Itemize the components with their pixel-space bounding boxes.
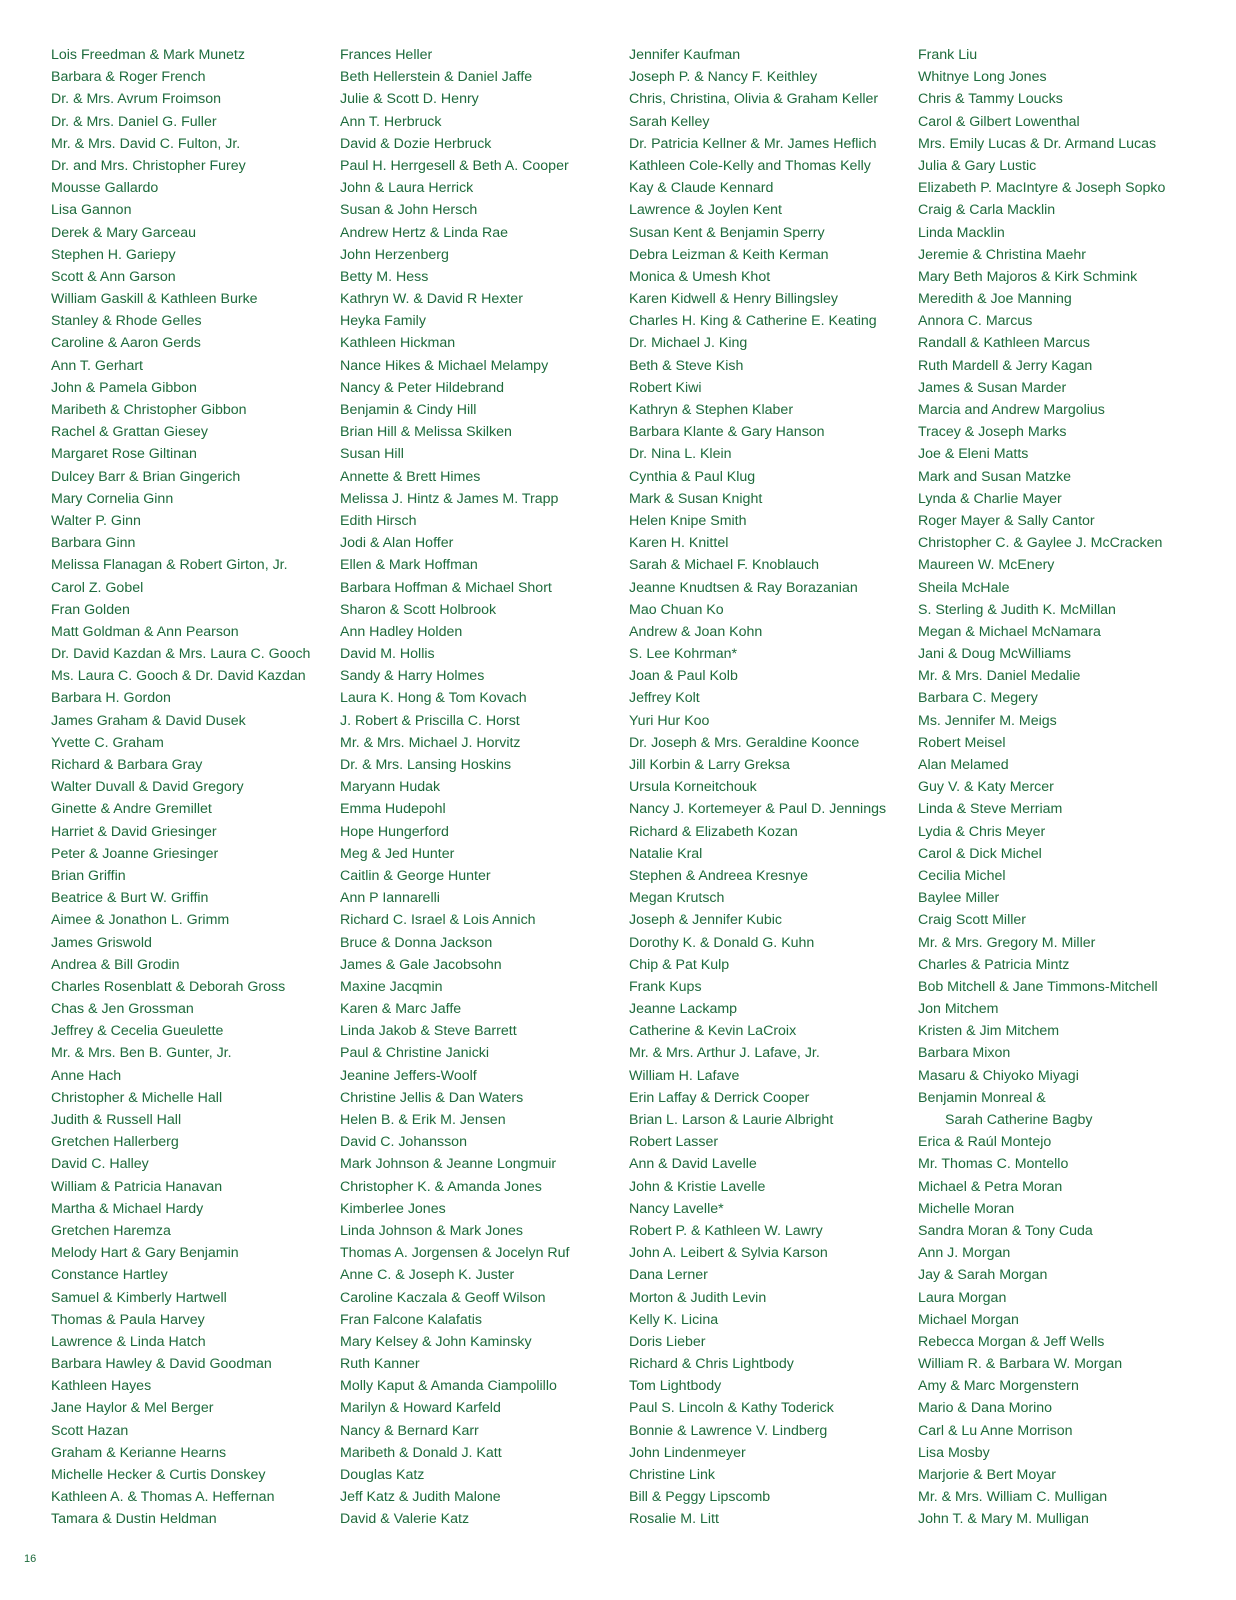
donor-name: Sarah Catherine Bagby: [945, 1112, 1093, 1128]
donor-name: Sarah & Michael F. Knoblauch: [629, 557, 820, 574]
donor-name: Kathleen Hayes: [51, 1378, 152, 1395]
donor-name: Kathryn & Stephen Klaber: [629, 402, 794, 418]
donor-name: Kathleen Cole-Kelly and Thomas Kelly: [629, 157, 871, 174]
donor-name: Robert Meisel: [918, 734, 1006, 751]
donor-name: Linda & Steve Merriam: [918, 801, 1063, 818]
donor-name: Doris Lieber: [629, 1333, 706, 1350]
donor-name: Ann T. Gerhart: [51, 357, 144, 374]
donor-name: Guy V. & Katy Mercer: [918, 779, 1054, 796]
donor-name: Robert P. & Kathleen W. Lawry: [629, 1222, 823, 1239]
donor-name: Jeanne Knudtsen & Ray Borazanian: [629, 579, 858, 596]
donor-name: Lynda & Charlie Mayer: [918, 490, 1062, 507]
donor-name: Craig & Carla Macklin: [918, 202, 1056, 219]
donor-name: Barbara Hawley & David Goodman: [51, 1356, 272, 1373]
donor-name: Jeanne Lackamp: [629, 1001, 738, 1018]
donor-name: Andrew Hertz & Linda Rae: [340, 224, 508, 241]
donor-name: John & Laura Herrick: [340, 180, 474, 197]
donor-name: Ursula Korneitchouk: [629, 779, 757, 796]
donor-name: Monica & Umesh Khot: [629, 268, 771, 285]
donor-name: Jodi & Alan Hoffer: [340, 535, 454, 552]
donor-name: Samuel & Kimberly Hartwell: [51, 1289, 227, 1306]
donor-name: Anne C. & Joseph K. Juster: [340, 1267, 515, 1284]
donor-name: Mr. & Mrs. Ben B. Gunter, Jr.: [51, 1045, 232, 1062]
donor-name: Mrs. Emily Lucas & Dr. Armand Lucas: [918, 135, 1157, 152]
donor-name: Brian L. Larson & Laurie Albright: [629, 1112, 834, 1128]
donor-name: Helen Knipe Smith: [629, 512, 747, 529]
donor-name: Benjamin & Cindy Hill: [340, 402, 477, 418]
donor-name: Gretchen Hallerberg: [51, 1134, 179, 1151]
donor-name: David M. Hollis: [340, 646, 435, 663]
donor-name: Frank Liu: [918, 47, 978, 63]
donor-name: Mao Chuan Ko: [629, 601, 724, 618]
donor-name: Maribeth & Christopher Gibbon: [51, 402, 247, 418]
donor-name: Graham & Kerianne Hearns: [51, 1444, 227, 1461]
donor-name: Anne Hach: [51, 1067, 122, 1084]
donor-name: Charles & Patricia Mintz: [918, 956, 1070, 973]
donor-name: William H. Lafave: [629, 1067, 740, 1084]
donor-name: Ann J. Morgan: [918, 1245, 1011, 1262]
donor-name: Ruth Kanner: [340, 1356, 420, 1373]
donor-name: Tamara & Dustin Heldman: [51, 1511, 217, 1528]
donor-name: Richard & Barbara Gray: [51, 757, 203, 773]
donor-name: Morton & Judith Levin: [629, 1289, 767, 1306]
donor-name: Ann P Iannarelli: [340, 890, 440, 907]
donor-name: Sheila McHale: [918, 579, 1010, 596]
donor-name: Richard & Chris Lightbody: [629, 1356, 794, 1373]
donor-name: Caroline & Aaron Gerds: [51, 335, 201, 352]
donor-name: Ruth Mardell & Jerry Kagan: [918, 357, 1093, 374]
donor-name: Jeffrey & Cecelia Gueulette: [51, 1023, 224, 1040]
donor-name: Barbara Mixon: [918, 1045, 1011, 1062]
donor-name: Dorothy K. & Donald G. Kuhn: [629, 934, 815, 951]
donor-name: Emma Hudepohl: [340, 801, 446, 818]
donor-name: Julia & Gary Lustic: [918, 157, 1037, 174]
donor-name: Marcia and Andrew Margolius: [918, 402, 1105, 418]
donor-name: John & Pamela Gibbon: [51, 379, 197, 396]
donor-name: Lisa Mosby: [918, 1444, 990, 1461]
donor-name: S. Lee Kohrman*: [629, 646, 738, 663]
donor-name: Mark & Susan Knight: [629, 490, 763, 507]
donor-name: Jeffrey Kolt: [629, 690, 700, 707]
donor-name: Rosalie M. Litt: [629, 1511, 719, 1528]
donor-name: Bob Mitchell & Jane Timmons-Mitchell: [918, 978, 1158, 995]
donor-name: Christopher C. & Gaylee J. McCracken: [918, 535, 1163, 552]
donor-name: Mary Kelsey & John Kaminsky: [340, 1333, 532, 1350]
donor-name: Barbara Ginn: [51, 535, 136, 552]
donor-name: Craig Scott Miller: [918, 912, 1027, 929]
donor-name: John & Kristie Lavelle: [629, 1178, 766, 1195]
donor-name: Jennifer Kaufman: [629, 47, 741, 63]
donor-name: Jeff Katz & Judith Malone: [340, 1489, 501, 1506]
donor-name: Mr. & Mrs. David C. Fulton, Jr.: [51, 135, 241, 152]
donor-name: Christine Jellis & Dan Waters: [340, 1089, 524, 1106]
donor-name: Caroline Kaczala & Geoff Wilson: [340, 1289, 546, 1306]
donor-name: Mary Cornelia Ginn: [51, 490, 174, 507]
donor-name: Joan & Paul Kolb: [629, 668, 738, 685]
donor-name: Christopher K. & Amanda Jones: [340, 1178, 542, 1195]
donor-name: Heyka Family: [340, 313, 426, 330]
donor-name: Nancy J. Kortemeyer & Paul D. Jennings: [629, 801, 887, 818]
donor-name: Paul & Christine Janicki: [340, 1045, 490, 1062]
donor-name: Yvette C. Graham: [51, 734, 164, 751]
donor-name: Beth Hellerstein & Daniel Jaffe: [340, 69, 533, 86]
donor-name: David & Dozie Herbruck: [340, 135, 492, 152]
donor-name: J. Robert & Priscilla C. Horst: [340, 712, 520, 729]
donor-name: Marilyn & Howard Karfeld: [340, 1400, 501, 1417]
donor-name: William R. & Barbara W. Morgan: [918, 1356, 1123, 1373]
donor-name: Fran Golden: [51, 601, 130, 618]
donor-name: Joe & Eleni Matts: [918, 446, 1029, 463]
donor-name: Yuri Hur Koo: [629, 712, 710, 729]
donor-name: Meredith & Joe Manning: [918, 291, 1072, 308]
donor-name: Helen B. & Erik M. Jensen: [340, 1112, 506, 1128]
donor-name: Erica & Raúl Montejo: [918, 1134, 1052, 1151]
donor-name: Jill Korbin & Larry Greksa: [629, 757, 790, 773]
donor-name: Kay & Claude Kennard: [629, 180, 774, 197]
donor-name: Dr. Patricia Kellner & Mr. James Heflich: [629, 135, 877, 152]
donor-name: Melissa J. Hintz & James M. Trapp: [340, 490, 559, 507]
donor-name: Cecilia Michel: [918, 867, 1006, 884]
donor-name: Walter Duvall & David Gregory: [51, 779, 244, 796]
donor-name: Rachel & Grattan Giesey: [51, 424, 208, 441]
donor-name: William & Patricia Hanavan: [51, 1178, 223, 1195]
donor-name: James Graham & David Dusek: [51, 712, 246, 729]
donor-name: Barbara & Roger French: [51, 69, 206, 86]
donor-name: Nancy & Bernard Karr: [340, 1422, 479, 1439]
donor-name: Nance Hikes & Michael Melampy: [340, 357, 549, 374]
donor-name: Lydia & Chris Meyer: [918, 823, 1046, 840]
donor-name: Mark and Susan Matzke: [918, 468, 1071, 485]
donor-name: Robert Lasser: [629, 1134, 719, 1151]
donor-name: Mr. Thomas C. Montello: [918, 1156, 1069, 1173]
donor-name: John Lindenmeyer: [629, 1444, 746, 1461]
donor-name: Scott & Ann Garson: [51, 268, 176, 285]
donor-column-1: [51, 44, 326, 1531]
donor-name: Carol & Gilbert Lowenthal: [918, 113, 1080, 130]
donor-name: Ellen & Mark Hoffman: [340, 557, 478, 574]
donor-name: Robert Kiwi: [629, 379, 702, 396]
donor-name: Kristen & Jim Mitchem: [918, 1023, 1060, 1040]
donor-name: Ann Hadley Holden: [340, 623, 463, 640]
donor-name: Richard C. Israel & Lois Annich: [340, 912, 536, 929]
donor-name: Dr. Joseph & Mrs. Geraldine Koonce: [629, 734, 860, 751]
donor-name: Maureen W. McEnery: [918, 557, 1055, 574]
donor-name: Mario & Dana Morino: [918, 1400, 1053, 1417]
donor-name: Jon Mitchem: [918, 1001, 999, 1018]
donor-name: Megan Krutsch: [629, 890, 725, 907]
donor-name: Dr. Michael J. King: [629, 335, 748, 352]
donor-name: Mr. & Mrs. Michael J. Horvitz: [340, 734, 521, 751]
donor-name: David C. Halley: [51, 1156, 149, 1173]
donor-name: Betty M. Hess: [340, 268, 429, 285]
donor-name: Thomas A. Jorgensen & Jocelyn Ruf: [340, 1245, 570, 1262]
donor-name: Constance Hartley: [51, 1267, 168, 1284]
donor-name: Jani & Doug McWilliams: [918, 646, 1071, 663]
donor-name: Erin Laffay & Derrick Cooper: [629, 1089, 810, 1106]
donor-name: Karen H. Knittel: [629, 535, 729, 552]
donor-name: John A. Leibert & Sylvia Karson: [629, 1245, 828, 1262]
donor-name: James Griswold: [51, 934, 152, 951]
donor-name: Laura K. Hong & Tom Kovach: [340, 690, 527, 707]
donor-name: Randall & Kathleen Marcus: [918, 335, 1090, 352]
donor-name: Bonnie & Lawrence V. Lindberg: [629, 1422, 828, 1439]
donor-name: Laura Morgan: [918, 1289, 1007, 1306]
donor-name: Nancy & Peter Hildebrand: [340, 379, 505, 396]
donor-name: Jane Haylor & Mel Berger: [51, 1400, 214, 1417]
donor-name: Lawrence & Linda Hatch: [51, 1333, 206, 1350]
donor-name: Lois Freedman & Mark Munetz: [51, 47, 245, 63]
donor-name: Barbara H. Gordon: [51, 690, 171, 707]
donor-name: Dr. Nina L. Klein: [629, 446, 732, 463]
donor-name: Michael Morgan: [918, 1311, 1019, 1328]
donor-name: S. Sterling & Judith K. McMillan: [918, 601, 1116, 618]
donor-name: Fran Falcone Kalafatis: [340, 1311, 482, 1328]
donor-name: Hope Hungerford: [340, 823, 449, 840]
donor-name: Frank Kups: [629, 978, 702, 995]
donor-name: Frances Heller: [340, 47, 433, 63]
donor-name: Dr. & Mrs. Avrum Froimson: [51, 91, 222, 108]
donor-name: Joseph & Jennifer Kubic: [629, 912, 783, 929]
donor-name: Mary Beth Majoros & Kirk Schmink: [918, 268, 1138, 285]
donor-name: Caitlin & George Hunter: [340, 867, 491, 884]
donor-name: Mousse Gallardo: [51, 180, 159, 197]
donor-name: Richard & Elizabeth Kozan: [629, 823, 798, 840]
donor-name: William Gaskill & Kathleen Burke: [51, 291, 258, 308]
donor-name: Benjamin Monreal &: [918, 1089, 1046, 1106]
donor-name: John T. & Mary M. Mulligan: [918, 1511, 1089, 1528]
donor-name: Dr. and Mrs. Christopher Furey: [51, 157, 246, 174]
donor-name: Chas & Jen Grossman: [51, 1001, 194, 1018]
donor-name: Mr. & Mrs. Gregory M. Miller: [918, 934, 1096, 951]
donor-name: Elizabeth P. MacIntyre & Joseph Sopko: [918, 180, 1166, 197]
donor-name: Dr. David Kazdan & Mrs. Laura C. Gooch: [51, 646, 311, 663]
donor-name: Amy & Marc Morgenstern: [918, 1378, 1079, 1395]
donor-name: Martha & Michael Hardy: [51, 1200, 204, 1217]
donor-name: Harriet & David Griesinger: [51, 823, 217, 840]
donor-name: Edith Hirsch: [340, 512, 417, 529]
donor-name: Michelle Moran: [918, 1200, 1015, 1217]
donor-name: Julie & Scott D. Henry: [340, 91, 479, 108]
donor-name: Charles H. King & Catherine E. Keating: [629, 313, 877, 330]
donor-name: Ms. Jennifer M. Meigs: [918, 712, 1057, 729]
donor-name: Cynthia & Paul Klug: [629, 468, 756, 485]
donor-name: Melody Hart & Gary Benjamin: [51, 1245, 239, 1262]
donor-name: Nancy Lavelle*: [629, 1200, 724, 1217]
donor-name: Brian Hill & Melissa Skilken: [340, 424, 512, 441]
donor-name: Beatrice & Burt W. Griffin: [51, 890, 209, 907]
donor-name: Whitnye Long Jones: [918, 69, 1047, 86]
donor-name: Ann & David Lavelle: [629, 1156, 757, 1173]
donor-column-3: [629, 44, 904, 1531]
donor-name: James & Gale Jacobsohn: [340, 956, 502, 973]
donor-name: Chris & Tammy Loucks: [918, 91, 1063, 108]
donor-name: Walter P. Ginn: [51, 512, 141, 529]
donor-name: Barbara Klante & Gary Hanson: [629, 424, 825, 441]
donor-name: Annora C. Marcus: [918, 313, 1033, 330]
donor-name: Jay & Sarah Morgan: [918, 1267, 1048, 1284]
donor-name: Sandy & Harry Holmes: [340, 668, 485, 685]
donor-name: Beth & Steve Kish: [629, 357, 744, 374]
donor-name: Bill & Peggy Lipscomb: [629, 1489, 771, 1506]
donor-name: Mark Johnson & Jeanne Longmuir: [340, 1156, 557, 1173]
donor-name: Jeanine Jeffers-Woolf: [340, 1067, 477, 1084]
donor-name: Christopher & Michelle Hall: [51, 1089, 223, 1106]
donor-name: David & Valerie Katz: [340, 1511, 470, 1528]
donor-name: Annette & Brett Himes: [340, 468, 481, 485]
donor-name: Andrea & Bill Grodin: [51, 956, 180, 973]
donor-name: Thomas & Paula Harvey: [51, 1311, 205, 1328]
donor-name: Debra Leizman & Keith Kerman: [629, 246, 829, 263]
donor-name: Andrew & Joan Kohn: [629, 623, 763, 640]
donor-name: Karen & Marc Jaffe: [340, 1001, 462, 1018]
donor-name: Catherine & Kevin LaCroix: [629, 1023, 797, 1040]
donor-name: Lawrence & Joylen Kent: [629, 202, 783, 219]
donor-name: Bruce & Donna Jackson: [340, 934, 493, 951]
donor-name: Marjorie & Bert Moyar: [918, 1467, 1056, 1483]
donor-name: Scott Hazan: [51, 1422, 129, 1439]
donor-name: Dr. & Mrs. Daniel G. Fuller: [51, 113, 217, 130]
donor-name: Barbara Hoffman & Michael Short: [340, 579, 552, 596]
donor-name: Charles Rosenblatt & Deborah Gross: [51, 978, 286, 995]
donor-name: Brian Griffin: [51, 867, 126, 884]
donor-name: Peter & Joanne Griesinger: [51, 845, 219, 862]
donor-name: Maryann Hudak: [340, 779, 441, 796]
donor-name: Stephen & Andreea Kresnye: [629, 867, 809, 884]
donor-name: Kathleen A. & Thomas A. Heffernan: [51, 1489, 275, 1506]
donor-name: Linda Macklin: [918, 224, 1005, 241]
donor-name: Sarah Kelley: [629, 113, 710, 130]
donor-name: Carl & Lu Anne Morrison: [918, 1422, 1073, 1439]
donor-name: Barbara C. Megery: [918, 690, 1038, 707]
donor-name: Dr. & Mrs. Lansing Hoskins: [340, 757, 512, 773]
donor-name: James & Susan Marder: [918, 379, 1067, 396]
donor-name: Margaret Rose Giltinan: [51, 446, 197, 463]
donor-name: Sandra Moran & Tony Cuda: [918, 1222, 1093, 1239]
donor-name: Susan & John Hersch: [340, 202, 478, 219]
donor-name: Ann T. Herbruck: [340, 113, 442, 130]
donor-name: Kathryn W. & David R Hexter: [340, 291, 523, 308]
donor-name: Michael & Petra Moran: [918, 1178, 1063, 1195]
donor-name: Mr. & Mrs. William C. Mulligan: [918, 1489, 1108, 1506]
donor-name: Linda Jakob & Steve Barrett: [340, 1023, 517, 1040]
donor-name: Natalie Kral: [629, 845, 703, 862]
donor-name: Meg & Jed Hunter: [340, 845, 455, 862]
donor-name: Sharon & Scott Holbrook: [340, 601, 497, 618]
donor-name: Matt Goldman & Ann Pearson: [51, 623, 239, 640]
donor-name: Kimberlee Jones: [340, 1200, 446, 1217]
donor-name: Baylee Miller: [918, 890, 1000, 907]
donor-name: Dana Lerner: [629, 1267, 708, 1284]
donor-name: Paul H. Herrgesell & Beth A. Cooper: [340, 157, 569, 174]
donor-name: Gretchen Haremza: [51, 1222, 171, 1239]
donor-name: Roger Mayer & Sally Cantor: [918, 512, 1095, 529]
donor-name: Tom Lightbody: [629, 1378, 722, 1395]
donor-name: Douglas Katz: [340, 1467, 425, 1483]
donor-name: Maxine Jacqmin: [340, 978, 443, 995]
donor-name: Susan Kent & Benjamin Sperry: [629, 224, 825, 241]
donor-name: Carol Z. Gobel: [51, 579, 144, 596]
donor-name: Lisa Gannon: [51, 202, 132, 219]
donor-name: Megan & Michael McNamara: [918, 623, 1101, 640]
donor-name: Tracey & Joseph Marks: [918, 424, 1067, 441]
donor-name: Ms. Laura C. Gooch & Dr. David Kazdan: [51, 668, 306, 685]
donor-name: Molly Kaput & Amanda Ciampolillo: [340, 1378, 557, 1395]
donor-name: Kathleen Hickman: [340, 335, 456, 352]
donor-name: Mr. & Mrs. Daniel Medalie: [918, 668, 1081, 685]
donor-name: Masaru & Chiyoko Miyagi: [918, 1067, 1079, 1084]
donor-name: Ginette & Andre Gremillet: [51, 801, 212, 818]
donor-name: Aimee & Jonathon L. Grimm: [51, 912, 230, 929]
donor-name: Susan Hill: [340, 446, 404, 463]
page-number: 16: [24, 1553, 37, 1565]
donor-name: Melissa Flanagan & Robert Girton, Jr.: [51, 557, 288, 574]
donor-name: Chip & Pat Kulp: [629, 956, 730, 973]
donor-name: Dulcey Barr & Brian Gingerich: [51, 468, 241, 485]
donor-name: Michelle Hecker & Curtis Donskey: [51, 1467, 266, 1483]
donor-name: Joseph P. & Nancy F. Keithley: [629, 69, 818, 86]
donor-name: Judith & Russell Hall: [51, 1112, 182, 1128]
donor-name: Jeremie & Christina Maehr: [918, 246, 1086, 263]
donor-column-4: [918, 44, 1193, 1531]
donor-name: Stephen H. Gariepy: [51, 246, 176, 263]
donor-name: Stanley & Rhode Gelles: [51, 313, 202, 330]
donor-name: Karen Kidwell & Henry Billingsley: [629, 291, 838, 308]
donor-name: Carol & Dick Michel: [918, 845, 1042, 862]
donor-name: Alan Melamed: [918, 757, 1009, 773]
donor-name: Chris, Christina, Olivia & Graham Keller: [629, 91, 879, 108]
donor-name: Mr. & Mrs. Arthur J. Lafave, Jr.: [629, 1045, 820, 1062]
donor-column-2: [340, 44, 615, 1531]
donor-name: Christine Link: [629, 1467, 715, 1483]
donor-name: Rebecca Morgan & Jeff Wells: [918, 1333, 1105, 1350]
donor-name: Paul S. Lincoln & Kathy Toderick: [629, 1400, 834, 1417]
donor-name: Maribeth & Donald J. Katt: [340, 1444, 502, 1461]
donor-name: David C. Johansson: [340, 1134, 467, 1151]
donor-name: Derek & Mary Garceau: [51, 224, 197, 241]
donor-name: Kelly K. Licina: [629, 1311, 719, 1328]
donor-name: John Herzenberg: [340, 246, 449, 263]
donor-name: Linda Johnson & Mark Jones: [340, 1222, 523, 1239]
